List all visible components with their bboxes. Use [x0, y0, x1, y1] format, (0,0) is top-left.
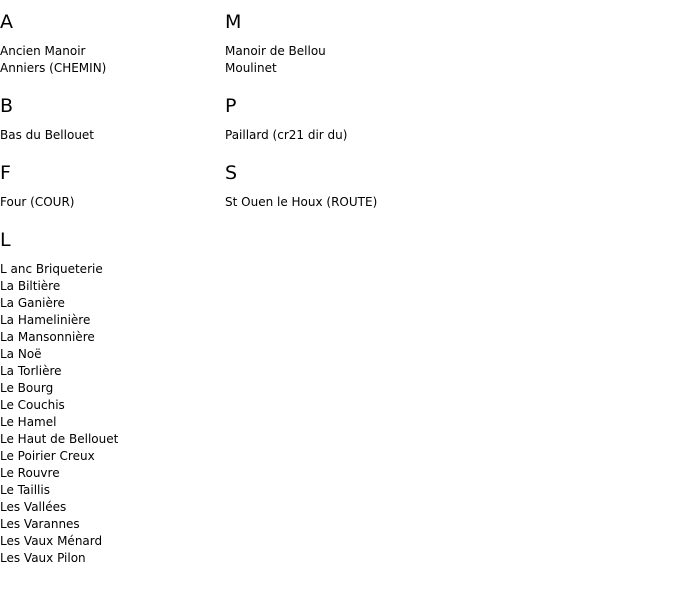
list-item: Le Rouvre: [0, 466, 60, 480]
entry-list: [0, 184, 220, 211]
list-item: La Ganière: [0, 296, 65, 310]
section-letter-heading: F: [0, 162, 11, 184]
list-item: Moulinet: [225, 61, 277, 75]
list-item: La Mansonnière: [0, 330, 95, 344]
section-a: [0, 0, 220, 77]
section-letter-heading: P: [225, 95, 237, 117]
section-b: [0, 84, 220, 144]
list-item: Le Haut de Bellouet: [0, 432, 119, 446]
section-f: [0, 151, 220, 211]
section-p: [225, 84, 445, 144]
entry-list: [225, 184, 445, 211]
entry-list: [0, 117, 220, 144]
list-item: Bas du Bellouet: [0, 128, 95, 142]
list-item: Les Vallées: [0, 500, 67, 514]
list-item: Paillard (cr21 dir du): [225, 128, 348, 142]
entry-list: [225, 33, 445, 77]
section-letter-heading: A: [0, 11, 13, 33]
list-item: Le Bourg: [0, 381, 54, 395]
list-item: La Biltière: [0, 279, 61, 293]
entry-list: [225, 117, 445, 144]
list-item: Le Taillis: [0, 483, 50, 497]
list-item: La Torlière: [0, 364, 62, 378]
section-letter-heading: L: [0, 229, 11, 251]
index-column-left: [0, 0, 220, 567]
entry-list: [0, 251, 220, 567]
list-item: Le Hamel: [0, 415, 57, 429]
entry-list: [0, 33, 220, 77]
list-item: La Hamelinière: [0, 313, 91, 327]
list-item: Anniers (CHEMIN): [0, 61, 107, 75]
list-item: Manoir de Bellou: [225, 44, 326, 58]
list-item: St Ouen le Houx (ROUTE): [225, 195, 378, 209]
section-m: [225, 0, 445, 77]
list-item: La Noë: [0, 347, 42, 361]
list-item: Ancien Manoir: [0, 44, 86, 58]
list-item: Les Vaux Pilon: [0, 551, 86, 565]
section-letter-heading: S: [225, 162, 238, 184]
list-item: Le Poirier Creux: [0, 449, 95, 463]
index-column-right: [225, 0, 445, 211]
section-l: [0, 218, 220, 567]
section-s: [225, 151, 445, 211]
section-letter-heading: M: [225, 11, 242, 33]
list-item: Les Vaux Ménard: [0, 534, 103, 548]
list-item: Le Couchis: [0, 398, 65, 412]
section-letter-heading: B: [0, 95, 14, 117]
list-item: L anc Briqueterie: [0, 262, 103, 276]
list-item: Les Varannes: [0, 517, 80, 531]
list-item: Four (COUR): [0, 195, 75, 209]
